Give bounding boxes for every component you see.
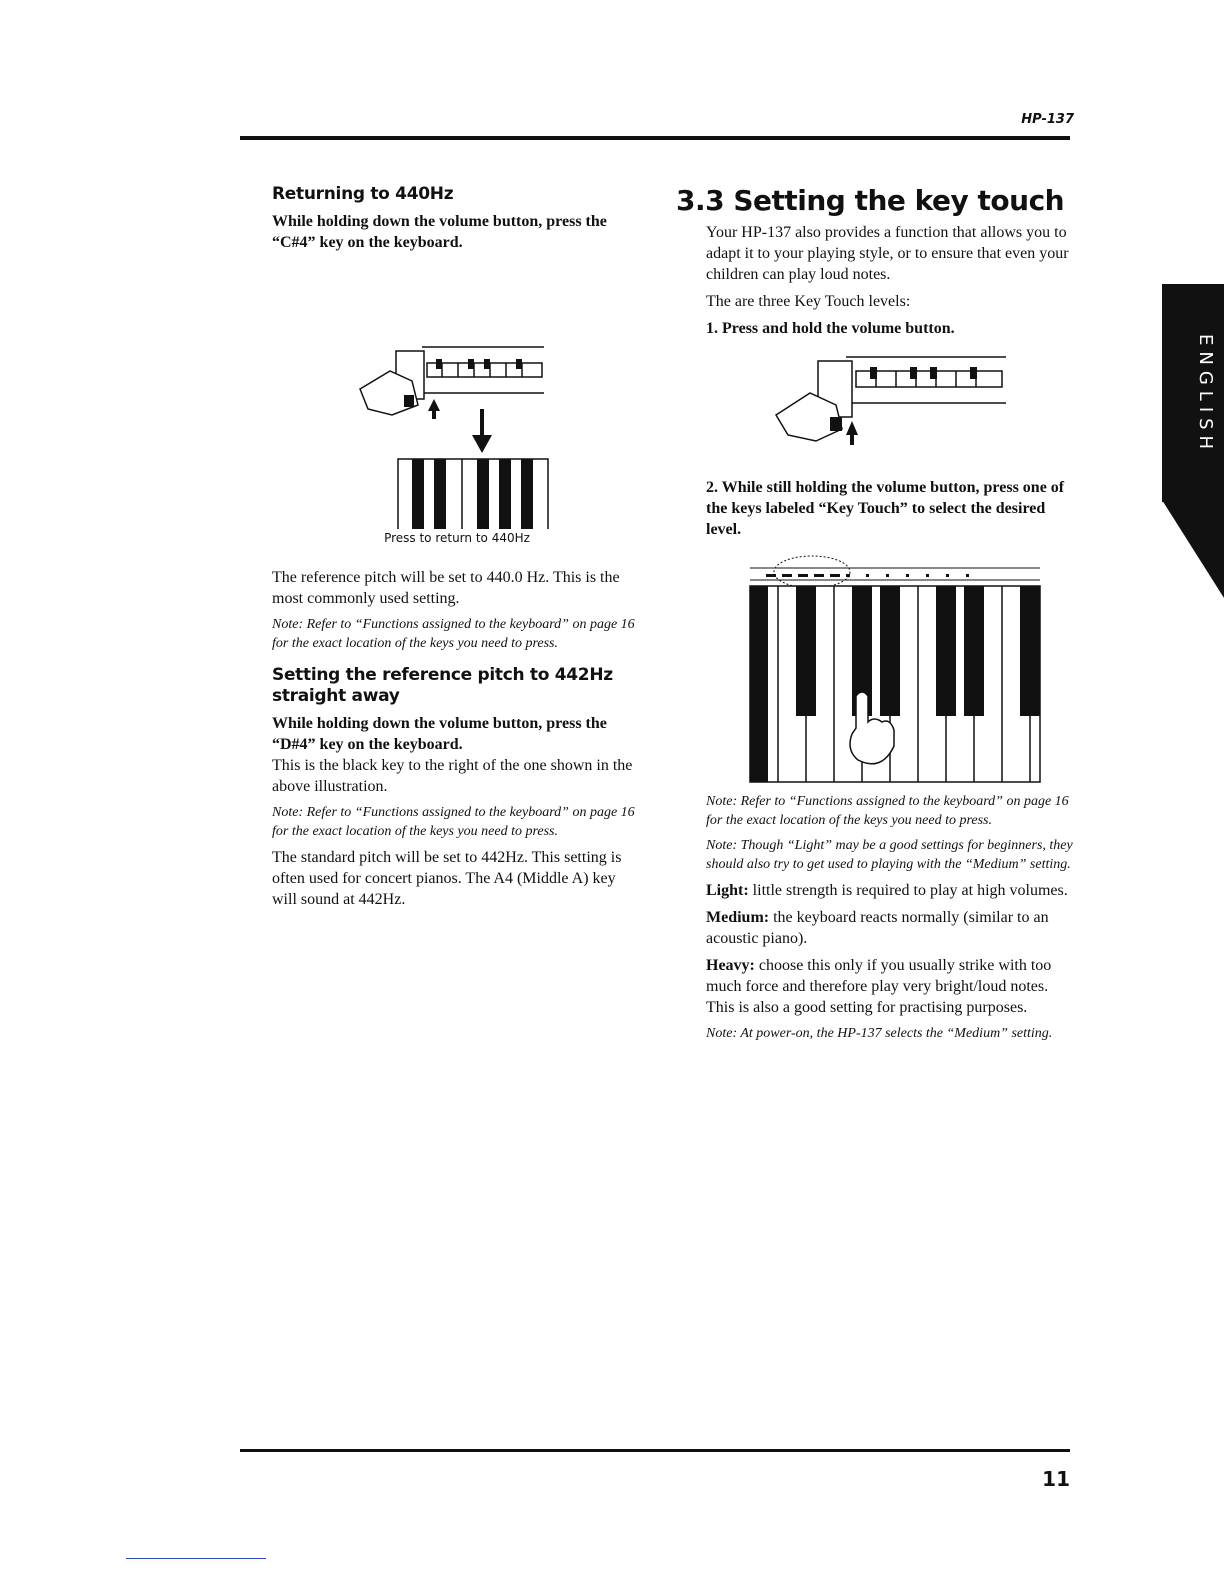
page-number: 11 xyxy=(1042,1467,1070,1491)
key-touch-highlight xyxy=(774,556,850,588)
language-tab-wedge xyxy=(1096,500,1224,600)
note-power-on: Note: At power-on, the HP-137 selects the “Medium” setting. xyxy=(706,1026,1053,1041)
arrow-up-icon xyxy=(428,399,440,419)
key-touch-keyboard-illustration xyxy=(706,546,1056,786)
instruction-c4: While holding down the volume button, press the “C#4” key on the keyboard. xyxy=(272,213,607,251)
note-light-beginners: Note: Though “Light” may be a good settings for beginners, they should also try to get used to playing with the “Medium” setting. xyxy=(706,838,1073,872)
standard-pitch-text: The standard pitch will be set to 442Hz. This setting is often used for concert pianos. The A4 (Middle A) key will sound at 442Hz. xyxy=(272,849,622,908)
level-heavy xyxy=(706,955,1076,1018)
level-light-text: little strength is required to play at high volumes. xyxy=(748,882,1068,899)
step-1: 1. Press and hold the volume button. xyxy=(706,320,955,337)
section-title-key-touch: 3.3 Setting the key touch xyxy=(676,184,1065,217)
level-heavy-label: Heavy: xyxy=(706,957,755,974)
black-key-text: This is the black key to the right of the one shown in the above illustration. xyxy=(272,757,633,795)
note-functions-2: Note: Refer to “Functions assigned to the keyboard” on page 16 for the exact location of the keys you need to press. xyxy=(272,805,635,839)
note-functions-3: Note: Refer to “Functions assigned to the keyboard” on page 16 for the exact location of the keys you need to press. xyxy=(706,794,1069,828)
section-title-442: Setting the reference pitch to 442Hz straight away xyxy=(272,665,613,706)
language-tab-label: ENGLISH xyxy=(1195,334,1216,456)
scan-artifact-line xyxy=(126,1558,266,1559)
note-functions-1: Note: Refer to “Functions assigned to the keyboard” on page 16 for the exact location of the keys you need to press. xyxy=(272,617,635,651)
model-name: HP-137 xyxy=(1021,112,1074,127)
level-light-label: Light: xyxy=(706,882,749,899)
header-rule xyxy=(240,136,1070,140)
levels-intro: The are three Key Touch levels: xyxy=(706,293,911,310)
level-medium-text: the keyboard reacts normally (similar to an acoustic piano). xyxy=(706,909,1049,947)
panel-keys-graphic xyxy=(396,347,544,399)
key-touch-intro: Your HP-137 also provides a function that allows you to adapt it to your playing style, or to ensure that even your children can play loud notes. xyxy=(706,224,1069,283)
reference-pitch-text: The reference pitch will be set to 440.0 Hz. This is the most commonly used setting. xyxy=(272,569,620,607)
arrow-up-icon xyxy=(846,421,858,445)
left-column xyxy=(272,184,642,916)
step-2: 2. While still holding the volume button, press one of the keys labeled “Key Touch” to select the desired level. xyxy=(706,479,1065,538)
level-heavy-text: choose this only if you usually strike with too much force and therefore play very bright/loud notes. This is also a good setting for practising purposes. xyxy=(706,957,1052,1016)
volume-button-illustration xyxy=(706,345,1076,463)
instruction-d4: While holding down the volume button, press the “D#4” key on the keyboard. xyxy=(272,715,607,753)
arrow-down-icon xyxy=(472,409,492,453)
footer-rule xyxy=(240,1449,1070,1452)
right-column xyxy=(676,184,1076,1049)
keyboard-illustration-440 xyxy=(272,259,642,529)
level-medium xyxy=(706,907,1076,949)
level-medium-label: Medium: xyxy=(706,909,770,926)
figure-caption-440: Press to return to 440Hz xyxy=(384,531,530,545)
level-light xyxy=(706,880,1076,901)
section-title-returning: Returning to 440Hz xyxy=(272,184,454,204)
